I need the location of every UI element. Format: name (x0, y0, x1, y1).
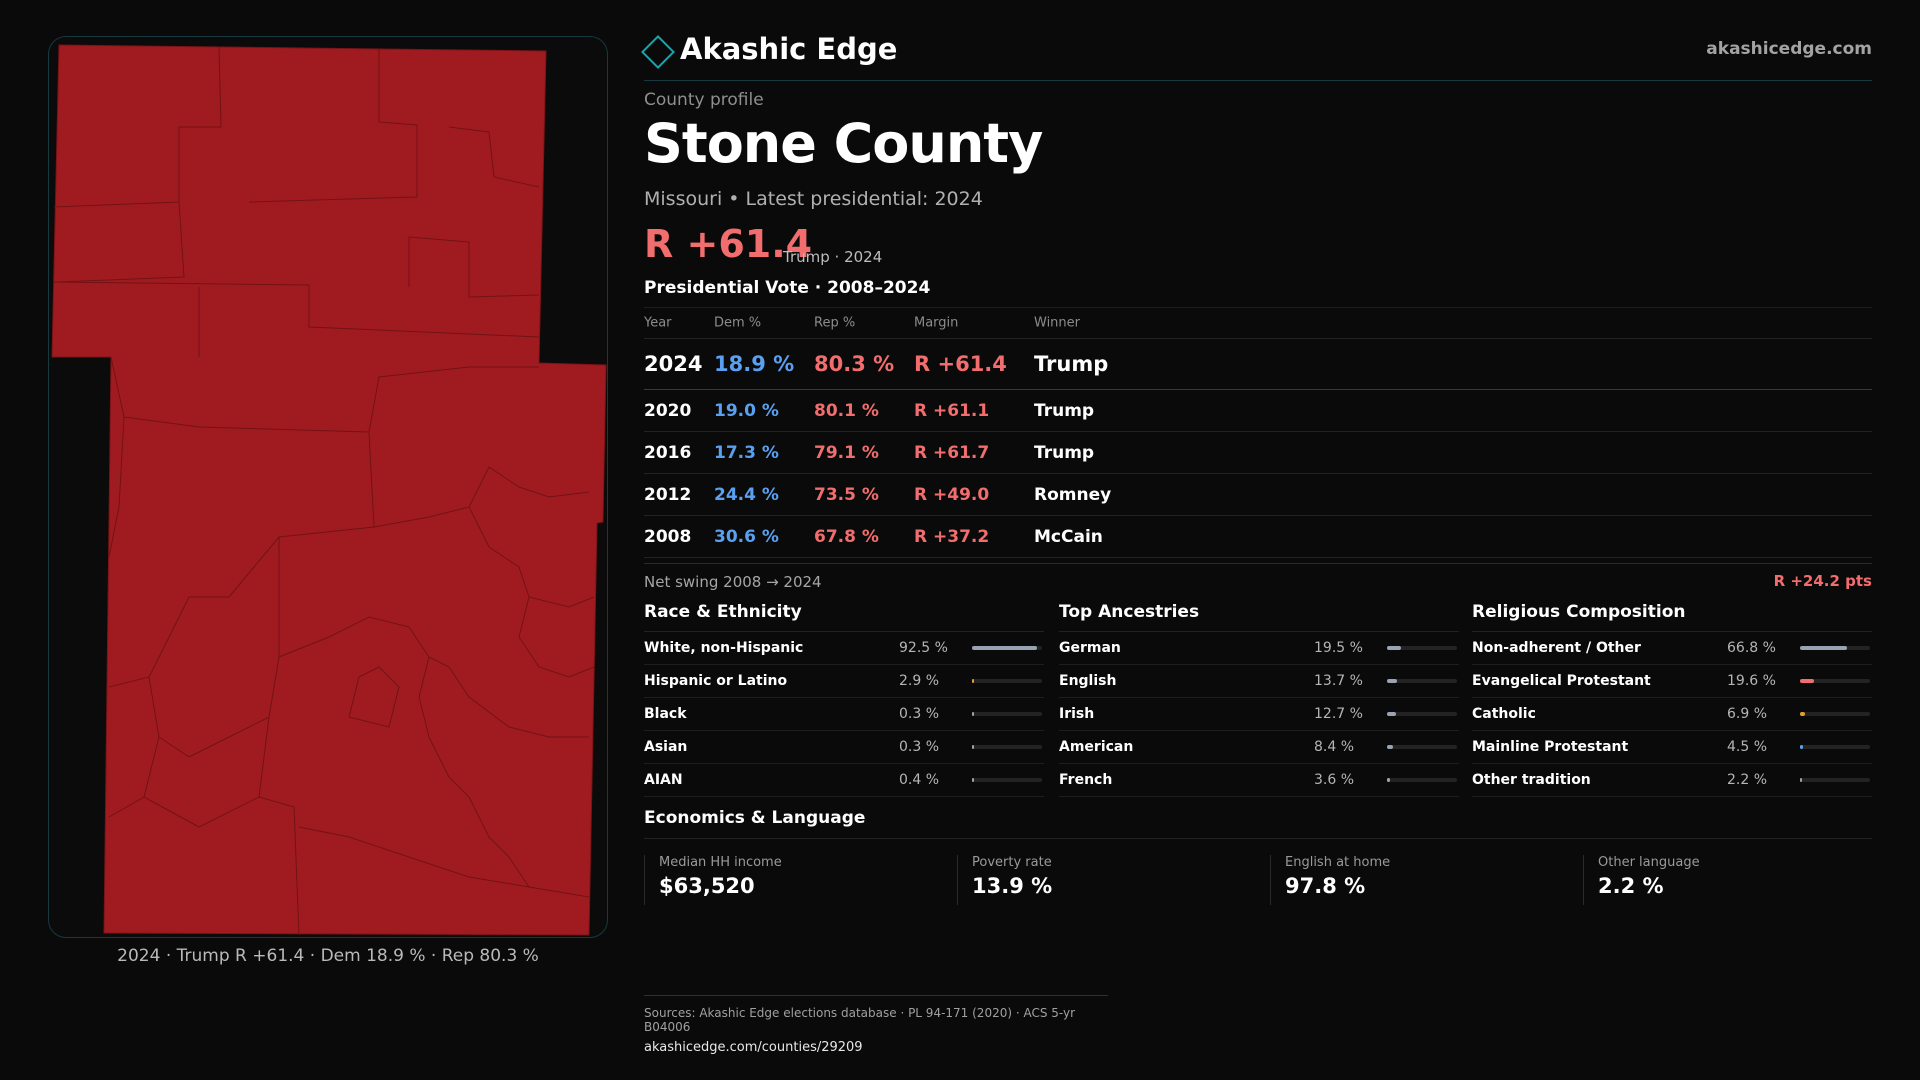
item-percent: 0.4 % (899, 772, 940, 788)
net-swing-label: Net swing 2008 → 2024 (644, 573, 822, 591)
list-item (1472, 698, 1872, 731)
list-item (644, 764, 1044, 797)
header-dem: Dem % (714, 315, 762, 331)
row-winner: Trump (1034, 352, 1109, 376)
item-label: English (1059, 673, 1117, 689)
item-percent: 13.7 % (1314, 673, 1363, 689)
stat-value: 97.8 % (1285, 874, 1366, 898)
list-item (644, 698, 1044, 731)
row-winner: McCain (1034, 526, 1103, 547)
item-percent: 4.5 % (1727, 739, 1768, 755)
share-bar (1800, 745, 1870, 749)
item-percent: 2.9 % (899, 673, 940, 689)
row-rep: 73.5 % (814, 484, 879, 505)
share-bar-fill (1800, 646, 1847, 650)
row-rep: 80.1 % (814, 400, 879, 421)
list-item (1059, 764, 1459, 797)
vote-table (644, 307, 1872, 558)
latest-margin-note: Trump · 2024 (783, 248, 883, 266)
row-margin: R +61.4 (914, 352, 1007, 376)
county-map-panel (48, 36, 608, 938)
stat-value: $63,520 (659, 874, 755, 898)
share-bar (1387, 712, 1457, 716)
list-item (1059, 665, 1459, 698)
item-label: American (1059, 739, 1134, 755)
item-label: Evangelical Protestant (1472, 673, 1651, 689)
item-percent: 19.6 % (1727, 673, 1776, 689)
item-label: Other tradition (1472, 772, 1591, 788)
row-margin: R +61.7 (914, 442, 990, 463)
row-dem: 17.3 % (714, 442, 779, 463)
list-item (644, 665, 1044, 698)
header-year: Year (644, 315, 672, 331)
header (644, 32, 1872, 81)
item-percent: 6.9 % (1727, 706, 1768, 722)
race-block (644, 602, 1044, 797)
share-bar (1387, 745, 1457, 749)
item-percent: 19.5 % (1314, 640, 1363, 656)
item-percent: 2.2 % (1727, 772, 1768, 788)
share-bar-fill (1387, 679, 1397, 683)
vote-table-header (644, 308, 1872, 339)
share-bar-fill (1387, 646, 1401, 650)
row-winner: Romney (1034, 484, 1112, 505)
item-label: Asian (644, 739, 688, 755)
item-label: German (1059, 640, 1121, 656)
item-label: Non-adherent / Other (1472, 640, 1641, 656)
row-margin: R +61.1 (914, 400, 990, 421)
share-bar (972, 745, 1042, 749)
race-title: Race & Ethnicity (644, 602, 1044, 632)
row-year: 2024 (644, 352, 703, 376)
diamond-logo-icon (641, 35, 675, 69)
item-percent: 92.5 % (899, 640, 948, 656)
page-title: Stone County (644, 112, 1043, 175)
item-percent: 12.7 % (1314, 706, 1363, 722)
row-dem: 24.4 % (714, 484, 779, 505)
site-link[interactable]: akashicedge.com (1706, 39, 1872, 59)
item-label: French (1059, 772, 1113, 788)
table-row (644, 432, 1872, 474)
row-dem: 30.6 % (714, 526, 779, 547)
share-bar (972, 646, 1042, 650)
share-bar (1800, 679, 1870, 683)
share-bar (1387, 778, 1457, 782)
row-year: 2012 (644, 484, 692, 505)
row-year: 2020 (644, 400, 692, 421)
share-bar (1800, 778, 1870, 782)
item-percent: 0.3 % (899, 706, 940, 722)
share-bar (972, 778, 1042, 782)
item-label: Hispanic or Latino (644, 673, 788, 689)
item-label: Mainline Protestant (1472, 739, 1629, 755)
stat-value: 2.2 % (1598, 874, 1664, 898)
row-year: 2016 (644, 442, 692, 463)
stat-english-at-home (1270, 855, 1390, 905)
share-bar (1387, 646, 1457, 650)
net-swing-value: R +24.2 pts (1773, 572, 1872, 590)
list-item (1059, 731, 1459, 764)
stat-poverty-rate (957, 855, 1052, 905)
share-bar-fill (1800, 679, 1814, 683)
map-caption: 2024 · Trump R +61.4 · Dem 18.9 % · Rep 80.3 % (117, 946, 539, 966)
row-rep: 79.1 % (814, 442, 879, 463)
economics-title: Economics & Language (644, 808, 1872, 839)
row-rep: 80.3 % (814, 352, 895, 376)
share-bar (1800, 646, 1870, 650)
brand-name[interactable]: Akashic Edge (680, 32, 898, 66)
item-label: Catholic (1472, 706, 1536, 722)
item-label: White, non-Hispanic (644, 640, 804, 656)
list-item (1472, 632, 1872, 665)
stat-label: English at home (1285, 855, 1391, 870)
footer (644, 995, 1108, 1055)
item-percent: 66.8 % (1727, 640, 1776, 656)
stat-median-income (644, 855, 782, 905)
item-label: Black (644, 706, 687, 722)
table-row (644, 390, 1872, 432)
row-dem: 19.0 % (714, 400, 779, 421)
net-swing (644, 563, 1872, 591)
list-item (1472, 764, 1872, 797)
stat-label: Poverty rate (972, 855, 1052, 870)
county-map[interactable] (49, 37, 608, 938)
share-bar-fill (972, 646, 1037, 650)
share-bar-fill (1800, 778, 1802, 782)
table-row (644, 474, 1872, 516)
row-winner: Trump (1034, 400, 1095, 421)
list-item (1472, 665, 1872, 698)
list-item (1059, 698, 1459, 731)
vote-section-title: Presidential Vote · 2008–2024 (644, 278, 931, 298)
footer-url-link[interactable]: akashicedge.com/counties/29209 (644, 1040, 863, 1055)
ancestry-block (1059, 602, 1459, 797)
stat-other-language (1583, 855, 1700, 905)
row-margin: R +37.2 (914, 526, 990, 547)
item-label: Irish (1059, 706, 1095, 722)
share-bar-fill (972, 712, 974, 716)
header-rep: Rep % (814, 315, 856, 331)
row-winner: Trump (1034, 442, 1095, 463)
list-item (1472, 731, 1872, 764)
share-bar (1387, 679, 1457, 683)
stat-value: 13.9 % (972, 874, 1053, 898)
share-bar-fill (1387, 778, 1390, 782)
share-bar-fill (1800, 712, 1805, 716)
share-bar-fill (972, 745, 974, 749)
county-shape[interactable] (52, 45, 606, 935)
share-bar (972, 679, 1042, 683)
share-bar-fill (1800, 745, 1803, 749)
row-margin: R +49.0 (914, 484, 990, 505)
row-rep: 67.8 % (814, 526, 879, 547)
share-bar-fill (972, 778, 974, 782)
item-percent: 8.4 % (1314, 739, 1355, 755)
page-subtitle: Missouri • Latest presidential: 2024 (644, 188, 983, 210)
table-row (644, 339, 1872, 390)
share-bar-fill (1387, 745, 1393, 749)
sources-text: Sources: Akashic Edge elections database · PL 94-171 (2020) · ACS 5-yr B04006 (644, 1006, 1076, 1034)
item-percent: 3.6 % (1314, 772, 1355, 788)
table-row (644, 516, 1872, 558)
share-bar (972, 712, 1042, 716)
stat-label: Median HH income (659, 855, 782, 870)
row-dem: 18.9 % (714, 352, 795, 376)
ancestry-title: Top Ancestries (1059, 602, 1459, 632)
row-year: 2008 (644, 526, 692, 547)
list-item (1059, 632, 1459, 665)
latest-margin: R +61.4 (644, 222, 813, 266)
item-label: AIAN (644, 772, 683, 788)
share-bar (1800, 712, 1870, 716)
item-percent: 0.3 % (899, 739, 940, 755)
stat-label: Other language (1598, 855, 1700, 870)
list-item (644, 632, 1044, 665)
share-bar-fill (972, 679, 974, 683)
religion-title: Religious Composition (1472, 602, 1872, 632)
header-winner: Winner (1034, 315, 1081, 331)
header-margin: Margin (914, 315, 959, 331)
share-bar-fill (1387, 712, 1396, 716)
page-kicker: County profile (644, 90, 764, 110)
list-item (644, 731, 1044, 764)
religion-block (1472, 602, 1872, 797)
